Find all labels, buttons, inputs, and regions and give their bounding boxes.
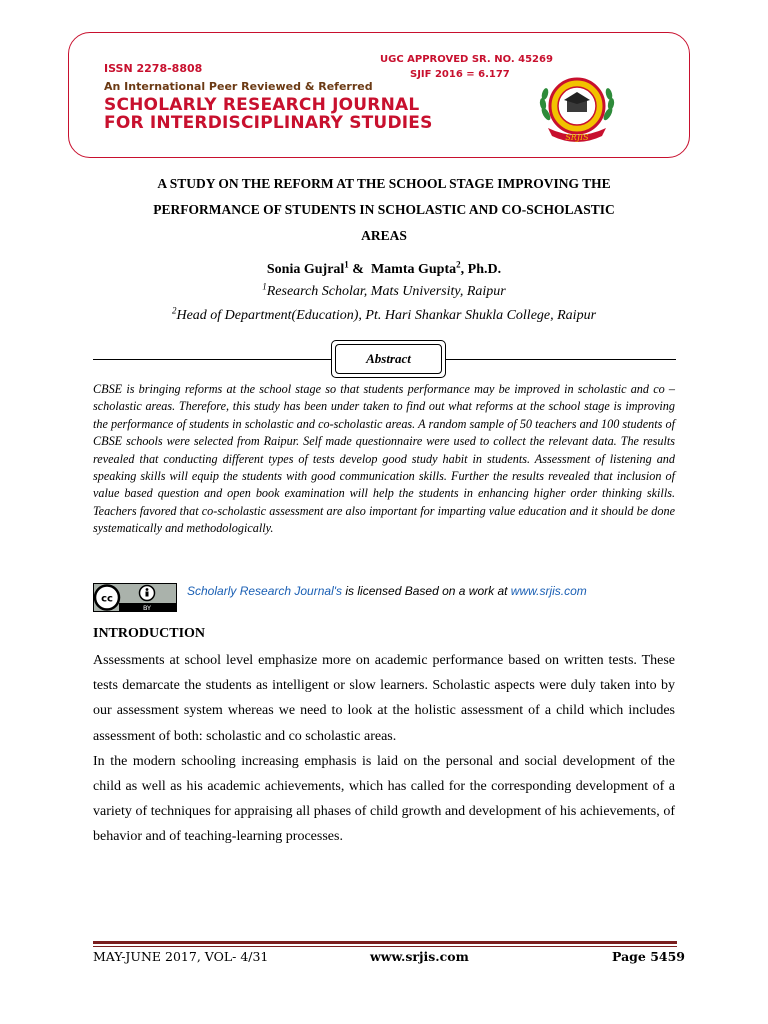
author-line: [60, 259, 708, 278]
affiliation-1-sup: 1: [262, 281, 267, 292]
abstract-heading: Abstract: [335, 344, 442, 374]
journal-name-link[interactable]: Scholarly Research Journal's: [187, 584, 343, 598]
paper-title-line2: PERFORMANCE OF STUDENTS IN SCHOLASTIC AND CO-SCHOLASTIC: [153, 202, 615, 217]
footer-rule-thick: [93, 941, 677, 944]
license-text: is licensed Based on a work at: [342, 584, 511, 598]
sjif-score: SJIF 2016 = 6.177: [410, 69, 510, 80]
affiliation-2-sup: 2: [171, 305, 177, 316]
footer-website[interactable]: www.srjis.com: [370, 949, 469, 964]
ugc-approval: UGC APPROVED SR. NO. 45269: [380, 54, 553, 65]
paper-title-line3: AREAS: [361, 228, 407, 243]
affiliation-1: [60, 281, 708, 300]
affiliation-2-text: Head of Department(Education), Pt. Hari Shankar Shukla College, Raipur: [176, 308, 597, 323]
license-statement: [187, 584, 587, 598]
journal-title-line1: SCHOLARLY RESEARCH JOURNAL: [104, 95, 420, 115]
cc-by-license-badge: [93, 583, 177, 612]
footer-page-number: Page 5459: [612, 949, 685, 964]
srjis-website-link[interactable]: www.srjis.com: [510, 584, 587, 598]
person-icon: [146, 588, 149, 591]
abstract-rule-left: [93, 359, 331, 360]
svg-text:BY: BY: [142, 604, 152, 612]
issn-label: ISSN 2278-8808: [104, 62, 203, 75]
author-1: Sonia Gujral: [266, 262, 345, 277]
introduction-heading: INTRODUCTION: [93, 626, 206, 641]
author-separator: &: [348, 262, 371, 277]
author-2-sup: 2: [456, 259, 461, 270]
introduction-body: [93, 648, 675, 850]
svg-text:SRJIS: SRJIS: [565, 133, 589, 142]
footer-rule-thin: [93, 946, 677, 947]
abstract-rule-right: [446, 359, 676, 360]
abstract-body: CBSE is bringing reforms at the school stage so that students performance may be improved in scholastic and co – scholastic areas. Therefore, this study has been under taken to find out what reforms at the school stage is improving the performance of students in scholastic and co-scholastic areas. A random sample of 50 teachers and 100 students of CBSE schools were selected from Raipur. Self made questionnaire were used to collect the relevant data. The results revealed that conducting different types of tests develop good study habit in students. Assessment of listening and speaking skills will equip the students with good communication skills. Further the results revealed that inclusion of value based question and open book examination will help the students in enhancing higher order thinking skills. Teachers favored that co-scholastic assessment are also important for imparting value education and it should be done systematically and methodologically.: [93, 382, 675, 536]
affiliation-2: [60, 305, 708, 324]
affiliation-1-text: Research Scholar, Mats University, Raipur: [266, 284, 506, 299]
journal-title-line2: FOR INTERDISCIPLINARY STUDIES: [104, 113, 433, 133]
paper-title-line1: A STUDY ON THE REFORM AT THE SCHOOL STAGE IMPROVING THE: [157, 176, 611, 191]
cc-icon: cc: [101, 593, 113, 605]
author-1-sup: 1: [344, 259, 349, 270]
author-2-suffix: , Ph.D.: [460, 262, 502, 277]
srjis-seal-logo: [534, 74, 620, 146]
author-2: Mamta Gupta: [370, 262, 457, 277]
introduction-paragraph-2: In the modern schooling increasing emphasis is laid on the personal and social development of the child as well as his academic achievements, which has called for the corresponding development of a variety of techniques for appraising all phases of child growth and development of his achievements, of behavior and of teaching-learning processes.: [93, 753, 675, 845]
footer-issue: MAY-JUNE 2017, VOL- 4/31: [93, 949, 269, 964]
introduction-paragraph-1: Assessments at school level emphasize more on academic performance based on written tests. These tests demarcate the students as intelligent or slow learners. Scholastic aspects were duly taken into by our assessment system whereas we need to look at the holistic assessment of a child which includes assessment of both: scholastic and co scholastic areas.: [93, 653, 675, 744]
peer-review-label: An International Peer Reviewed & Referred: [104, 80, 373, 93]
